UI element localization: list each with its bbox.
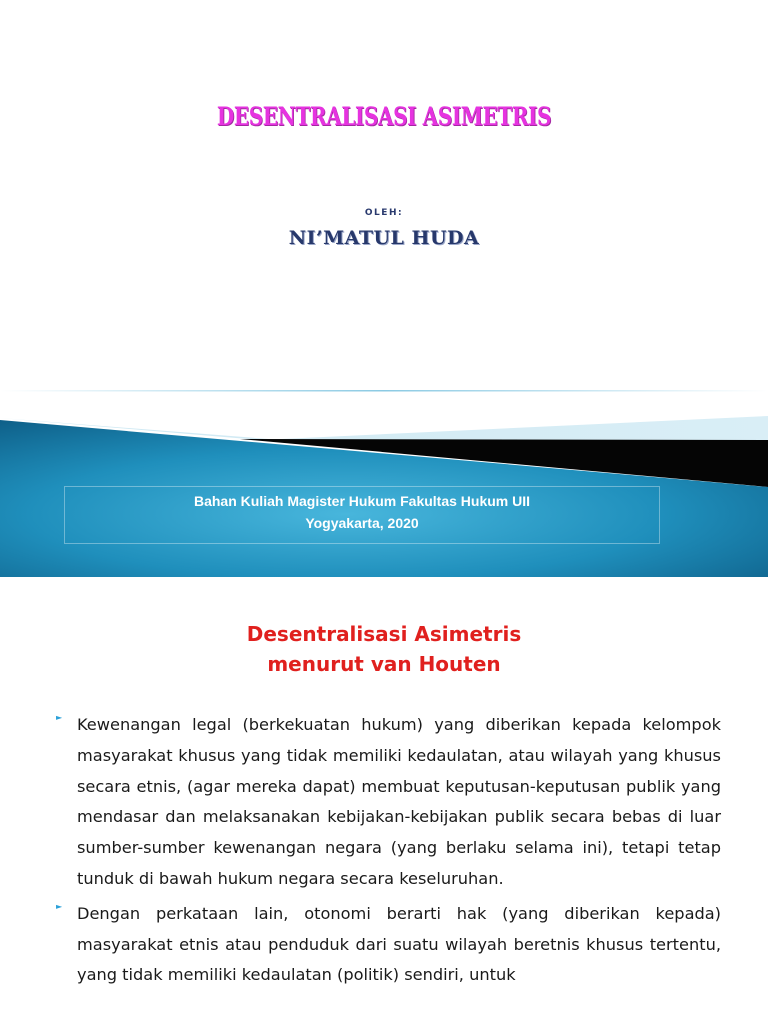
banner-graphic xyxy=(0,380,768,577)
author-name: NI’MATUL HUDA xyxy=(288,227,480,249)
content-slide xyxy=(0,577,768,1024)
content-title xyxy=(0,619,768,679)
content-title-line-1: Desentralisasi Asimetris xyxy=(246,622,522,646)
bullet-arrow-icon: ► xyxy=(56,901,63,911)
slide-title: DESENTRALISASI ASIMETRIS xyxy=(216,102,552,131)
bullet-text: Kewenangan legal (berkekuatan hukum) yang diberikan kepada kelompok masyarakat khusus yang tidak memiliki kedaulatan, atau wilayah yang khusus secara etnis, (agar mereka dapat) membuat keputusan-keputusan publik yang mendasar dan melaksanakan kebijakan-kebijakan publik secara bebas di luar sumber-sumber kewenangan negara (yang berlaku selama ini), tetapi tetap tunduk di bawah hukum negara secara keseluruhan. xyxy=(77,715,721,888)
by-label: OLEH: xyxy=(364,208,404,218)
bullet-arrow-icon: ► xyxy=(56,713,63,722)
subtitle-line-2: Yogyakarta, 2020 xyxy=(305,515,419,531)
bullet-item xyxy=(56,899,721,991)
bullet-list xyxy=(56,710,721,995)
bullet-item xyxy=(56,710,721,895)
bullet-text: Dengan perkataan lain, otonomi berarti hak (yang diberikan kepada) masyarakat etnis atau penduduk dari suatu wilayah beretnis khusus tertentu, yang tidak memiliki kedaulatan (politik) sendiri, untuk xyxy=(77,903,721,985)
subtitle-box xyxy=(64,486,660,544)
content-title-line-2: menurut van Houten xyxy=(267,652,501,676)
subtitle-line-1: Bahan Kuliah Magister Hukum Fakultas Hukum UII xyxy=(193,493,531,509)
